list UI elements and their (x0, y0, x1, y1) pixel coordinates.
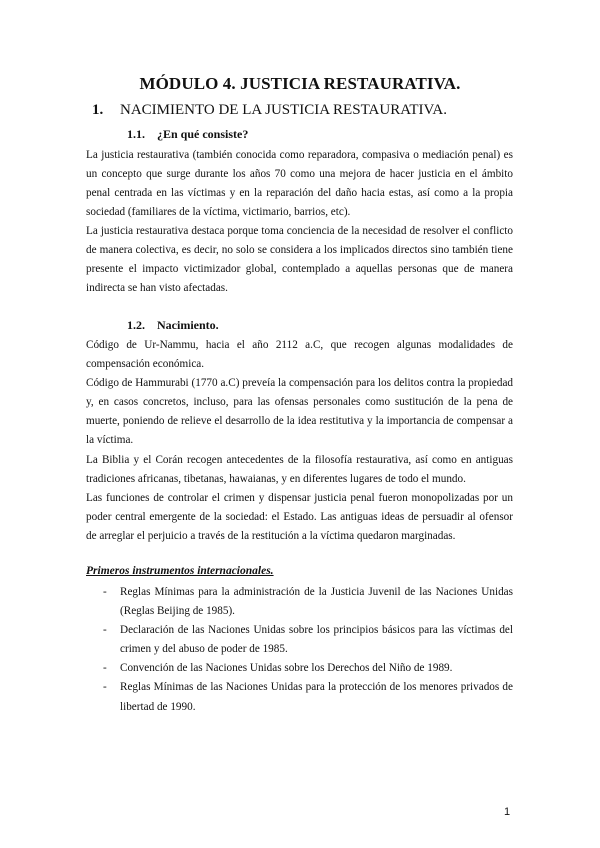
paragraph: Las funciones de controlar el crimen y dispensar justicia penal fueron monopolizadas por un poder central emergente de la sociedad: el Estado. Las antiguas ideas de persuadir al ofensor de arreglar el perjuicio a través de la restitución a la víctima quedaron marginadas. (86, 492, 513, 543)
module-title: MÓDULO 4. JUSTICIA RESTAURATIVA. (139, 74, 461, 93)
instruments-list (100, 583, 513, 717)
list-item (100, 659, 513, 678)
list-item (100, 621, 513, 659)
paragraph: La justicia restaurativa (también conocida como reparadora, compasiva o mediación penal) es un concepto que surge durante los años 70 como una mejora de hacer justicia en el ámbito penal centrada en las víctimas y en la reparación del daño hacia estas, así como a la propia sociedad (familiares de la víctima, victimario, barrios, etc). (86, 149, 513, 219)
paragraph: Código de Hammurabi (1770 a.C) preveía la compensación para los delitos contra la propiedad y, en casos concretos, incluso, para las ofensas personales como sustitución de la pena de muerte, poniendo de relieve el desarrollo de la idea restitutiva y la importancia de compensar a la víctima. (86, 377, 513, 447)
section-heading (92, 102, 447, 119)
subsection-number: 1.2. (127, 318, 145, 332)
dash-bullet: - (103, 624, 107, 637)
list-item (100, 583, 513, 621)
section-title: NACIMIENTO DE LA JUSTICIA RESTAURATIVA. (120, 102, 448, 118)
list-item-text: Reglas Mínimas para la administración de la Justicia Juvenil de las Naciones Unidas (Reglas Beijing de 1985). (120, 586, 513, 618)
list-item-text: Declaración de las Naciones Unidas sobre los principios básicos para las víctimas del crimen y del abuso de poder de 1985. (120, 624, 513, 656)
page-number: 1 (504, 806, 511, 818)
dash-bullet: - (103, 681, 107, 694)
subsection-heading-1 (127, 127, 248, 142)
paragraph: Código de Ur-Nammu, hacia el año 2112 a.C, que recogen algunas modalidades de compensación económica. (86, 339, 513, 371)
dash-bullet: - (103, 586, 107, 598)
subsection-title: ¿En qué consiste? (157, 127, 249, 141)
paragraph: La Biblia y el Corán recogen antecedentes de la filosofía restaurativa, así como en antiguas tradiciones africanas, tibetanas, hawaianas, y en diferentes lugares de todo el mundo. (86, 454, 513, 486)
subsection-number: 1.1. (127, 127, 145, 141)
list-item (100, 678, 513, 716)
instruments-heading: Primeros instrumentos internacionales. (86, 565, 274, 577)
paragraph: La justicia restaurativa destaca porque toma conciencia de la necesidad de resolver el conflicto de manera colectiva, es decir, no solo se considera a los implicados directos sino también tiene presente el impacto victimizador global, contemplado a aquellas personas que de manera indirecta se han visto afectadas. (86, 225, 513, 295)
subsection-title: Nacimiento. (157, 318, 219, 332)
list-item-text: Reglas Mínimas de las Naciones Unidas para la protección de los menores privados de libertad de 1990. (120, 681, 513, 713)
section-number: 1. (92, 102, 104, 118)
dash-bullet: - (103, 662, 107, 675)
list-item-text: Convención de las Naciones Unidas sobre los Derechos del Niño de 1989. (120, 662, 453, 675)
subsection-heading-2 (127, 318, 219, 333)
